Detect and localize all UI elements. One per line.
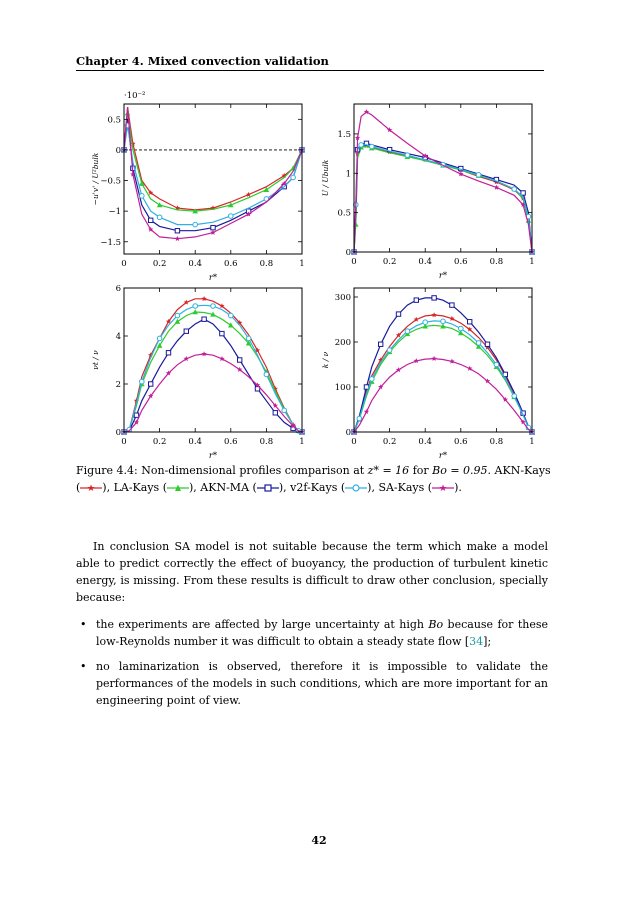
data-point (134, 413, 138, 417)
data-point (246, 336, 251, 341)
swatch-la-kays-icon (167, 483, 189, 493)
data-point (149, 382, 153, 386)
data-point (175, 313, 180, 318)
caption-name-v2f-kays: v2f-Kays (290, 481, 338, 494)
y-tick-label: 0 (345, 248, 351, 258)
series-line (124, 119, 302, 230)
y-tick-label: 0 (345, 428, 351, 438)
data-point (431, 312, 436, 317)
y-axis-label: k / ν (321, 351, 330, 369)
x-tick-label: 0.4 (188, 259, 202, 269)
data-point (282, 408, 287, 413)
conclusion-paragraph: In conclusion SA model is not suitable because the term which make a model able to predict correctly the effect of buoyancy, the production of turbulent kinetic energy, is missing. From these results is difficult to draw other conclusion, specially because: (76, 540, 548, 604)
data-point (157, 215, 162, 220)
data-point (359, 143, 364, 148)
x-axis-label: r* (438, 451, 448, 461)
caption-z-value: z* = 16 (367, 464, 410, 477)
data-point (211, 225, 215, 229)
y-tick-label: −1 (108, 207, 121, 218)
y-tick-label: −1.5 (100, 237, 121, 248)
series-line (354, 359, 532, 432)
data-point (264, 372, 269, 377)
x-tick-label: 0.8 (259, 437, 274, 447)
caption-bo-value: Bo = 0.95. (432, 464, 492, 477)
bullet-dot-icon: • (80, 618, 87, 631)
data-point (431, 356, 436, 361)
bullet-list (76, 616, 548, 709)
bullet1-text-a: the experiments are affected by large uncertainty at high (96, 618, 424, 631)
caption-legend-la-kays: LA-Kays ( ), (113, 481, 197, 494)
data-point (149, 218, 153, 222)
bullet-item-uncertainty (76, 616, 548, 650)
x-tick-label: 0.8 (489, 257, 504, 267)
x-tick-label: 0.6 (454, 437, 468, 447)
body-text (76, 538, 548, 717)
data-point (166, 351, 170, 355)
y-tick-label: 100 (334, 383, 351, 393)
data-point (494, 185, 499, 190)
x-tick-label: 1 (299, 259, 305, 269)
data-point (387, 348, 392, 353)
y-axis-label: νt / ν (91, 350, 100, 370)
data-point (229, 313, 234, 318)
caption-name-akn-ma: AKN-MA (200, 481, 250, 494)
x-tick-label: 0.2 (152, 437, 167, 447)
x-tick-label: 0.4 (418, 257, 432, 267)
data-point (441, 319, 446, 324)
data-point (357, 416, 362, 421)
plot-velocity (320, 100, 550, 282)
page-number: 42 (311, 834, 327, 847)
y-tick-label: 1.5 (337, 129, 351, 140)
caption-legend-akn-ma: AKN-MA ( ), (200, 481, 287, 494)
y-tick-label: 6 (115, 284, 121, 294)
plot-frame (354, 104, 532, 252)
data-point (414, 298, 418, 302)
bullet-item-laminarization (76, 658, 548, 709)
y-tick-label: 0.5 (337, 208, 351, 219)
x-tick-label: 0.6 (454, 257, 468, 267)
y-tick-label: 0.5 (107, 115, 121, 126)
swatch-akn-ma-icon (257, 483, 279, 493)
data-point (485, 342, 489, 346)
x-axis-label: r* (208, 451, 218, 461)
series-akn-kays (351, 143, 534, 254)
caption-label: Figure 4.4: (76, 464, 138, 477)
data-point (229, 214, 234, 219)
data-point (370, 144, 375, 149)
series-line (354, 143, 532, 252)
data-point (512, 394, 517, 399)
x-axis-label: r* (438, 271, 448, 281)
data-point (449, 359, 454, 364)
data-point (370, 377, 375, 382)
data-point (140, 379, 145, 384)
x-tick-label: 0.2 (382, 437, 397, 447)
bullet-dot-icon: • (80, 660, 87, 673)
data-point (273, 411, 277, 415)
data-point (405, 329, 410, 334)
x-tick-label: 0.4 (188, 437, 202, 447)
data-point (396, 312, 400, 316)
x-axis-label: r* (208, 273, 218, 283)
bullet1-text-c: ]; (483, 635, 492, 648)
swatch-v2f-kays-icon (345, 483, 367, 493)
bullet1-text-b: because for these low-Reynolds number it was difficult to obtain a steady state flow [ (96, 618, 549, 648)
data-point (414, 358, 419, 363)
y-tick-label: 4 (115, 332, 121, 342)
swatch-akn-kays-icon (80, 483, 102, 493)
data-point (193, 304, 198, 309)
data-point (521, 191, 525, 195)
y-tick-label: 0 (115, 145, 121, 156)
y-axis-label: −u'v' / U²bulk (91, 152, 100, 206)
series-line (124, 113, 302, 211)
plot-turbulent-kinetic-energy (320, 280, 550, 461)
y-tick-label: 200 (334, 338, 351, 348)
data-point (201, 296, 206, 301)
y-tick-label: 2 (115, 380, 121, 390)
plot-shear-stress (60, 86, 310, 282)
data-point (157, 336, 162, 341)
series-sa-kays (351, 109, 534, 254)
series-akn-ma (122, 317, 304, 434)
data-point (512, 187, 517, 192)
series-akn-ma (122, 119, 304, 233)
caption-name-akn-kays: AKN-Kays (494, 464, 551, 477)
data-point (459, 326, 464, 331)
data-point (494, 362, 499, 367)
y-tick-label: 1 (345, 169, 351, 180)
caption-legend-sa-kays: SA-Kays ( ). (378, 481, 462, 494)
caption-name-la-kays: LA-Kays (113, 481, 160, 494)
y-tick-label: 300 (334, 293, 351, 303)
data-point (211, 304, 216, 309)
data-point (184, 329, 188, 333)
plot-turbulent-viscosity (60, 280, 310, 461)
y-tick-label: 0 (115, 428, 121, 438)
data-point (379, 342, 383, 346)
bullet1-bo: Bo (428, 618, 444, 631)
data-point (476, 173, 481, 178)
x-tick-label: 0 (351, 437, 357, 447)
data-point (202, 317, 206, 321)
series-la-kays (351, 144, 535, 254)
swatch-sa-kays-icon (432, 483, 454, 493)
data-point (220, 331, 224, 335)
series-line (354, 146, 532, 252)
x-tick-label: 0 (351, 257, 357, 267)
x-tick-label: 0.2 (382, 257, 397, 267)
x-tick-label: 0.4 (418, 437, 432, 447)
y-tick-label: −0.5 (100, 176, 121, 187)
caption-name-sa-kays: SA-Kays (378, 481, 425, 494)
series-v2f-kays (352, 143, 535, 255)
data-point (364, 409, 369, 414)
citation-link[interactable]: 34 (469, 635, 484, 648)
data-point (468, 320, 472, 324)
series-line (354, 145, 532, 252)
x-tick-label: 0.8 (259, 259, 274, 269)
x-tick-label: 0.2 (152, 259, 167, 269)
x-tick-label: 0.6 (224, 259, 238, 269)
header-rule (76, 70, 544, 71)
caption-text: Non-dimensional profiles comparison at (141, 464, 365, 477)
axis-multiplier: ·10⁻² (124, 91, 146, 101)
data-point (140, 194, 145, 199)
y-axis-label: U / Ubulk (321, 159, 330, 197)
data-point (210, 230, 215, 235)
data-point (405, 153, 410, 158)
data-point (193, 222, 198, 227)
x-tick-label: 0 (121, 259, 127, 269)
data-point (476, 341, 481, 346)
x-tick-label: 0.8 (489, 437, 504, 447)
caption-legend-akn-kays: AKN-Kays ( ), (76, 464, 551, 494)
x-tick-label: 0.6 (224, 437, 238, 447)
data-point (201, 351, 206, 356)
series-la-kays (121, 110, 305, 213)
chapter-header: Chapter 4. Mixed convection validation (76, 54, 329, 68)
data-point (291, 175, 296, 180)
data-point (238, 358, 242, 362)
series-v2f-kays (122, 123, 305, 227)
data-point (175, 229, 179, 233)
figure-caption (76, 462, 556, 496)
data-point (432, 296, 436, 300)
caption-legend-v2f-kays: v2f-Kays ( ), (290, 481, 375, 494)
caption-for: for (412, 464, 429, 477)
data-point (423, 320, 428, 325)
data-point (246, 192, 251, 197)
data-point (458, 171, 463, 176)
series-akn-ma (352, 141, 534, 254)
x-tick-label: 0 (121, 437, 127, 447)
x-tick-label: 1 (299, 437, 305, 447)
bullet2-text: no laminarization is observed, therefore it is impossible to validate the performances of the models in such conditions, which are more important for an engineering point of view. (96, 660, 548, 707)
x-tick-label: 1 (529, 257, 535, 267)
x-tick-label: 1 (529, 437, 535, 447)
data-point (450, 303, 454, 307)
data-point (175, 236, 180, 241)
